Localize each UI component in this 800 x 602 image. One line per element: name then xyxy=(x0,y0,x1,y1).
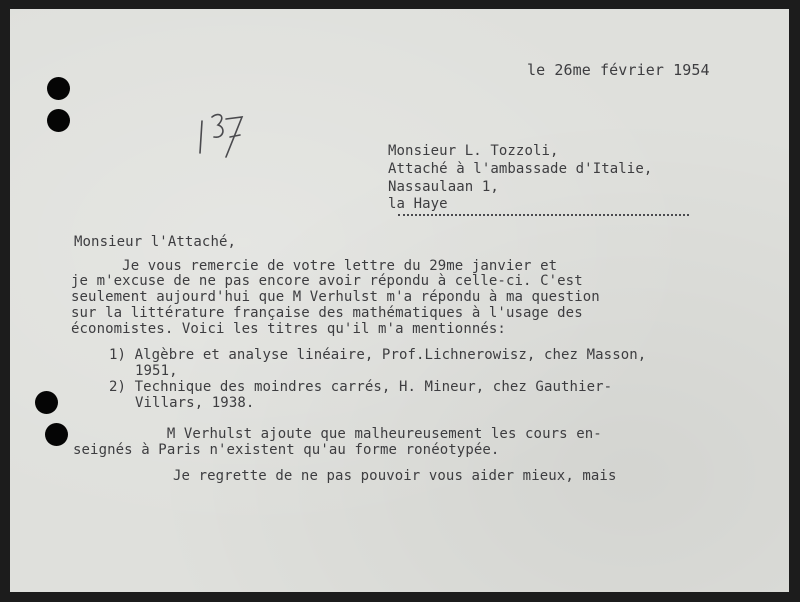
letter-page xyxy=(10,9,789,592)
salutation: Monsieur l'Attaché, xyxy=(74,234,237,250)
list-item: 2) Technique des moindres carrés, H. Mineur, chez Gauthier- xyxy=(109,379,613,395)
punch-hole xyxy=(45,423,68,446)
handwritten-mark xyxy=(196,107,252,165)
list-item-continuation: 1951, xyxy=(135,363,178,379)
body-line: seulement aujourd'hui que M Verhulst m'a répondu à ma question xyxy=(71,289,600,305)
body-line: sur la littérature française des mathématiques à l'usage des xyxy=(71,305,583,321)
address-line: Attaché à l'ambassade d'Italie, xyxy=(388,161,653,177)
address-line: la Haye xyxy=(388,196,448,212)
letter-date: le 26me février 1954 xyxy=(527,61,710,79)
address-underline xyxy=(398,214,689,216)
list-item: 1) Algèbre et analyse linéaire, Prof.Lichnerowisz, chez Masson, xyxy=(109,347,647,363)
body-line: Je regrette de ne pas pouvoir vous aider mieux, mais xyxy=(173,468,617,484)
punch-hole xyxy=(47,77,70,100)
body-line: économistes. Voici les titres qu'il m'a mentionnés: xyxy=(71,321,506,337)
punch-hole xyxy=(47,109,70,132)
body-line: je m'excuse de ne pas encore avoir répondu à celle-ci. C'est xyxy=(71,273,583,289)
body-line: M Verhulst ajoute que malheureusement les cours en- xyxy=(73,426,602,442)
body-line: Je vous remercie de votre lettre du 29me janvier et xyxy=(71,258,558,274)
list-item-continuation: Villars, 1938. xyxy=(135,395,255,411)
address-line: Nassaulaan 1, xyxy=(388,179,499,195)
address-line: Monsieur L. Tozzoli, xyxy=(388,143,559,159)
punch-hole xyxy=(35,391,58,414)
body-line: seignés à Paris n'existent qu'au forme ronéotypée. xyxy=(73,442,500,458)
